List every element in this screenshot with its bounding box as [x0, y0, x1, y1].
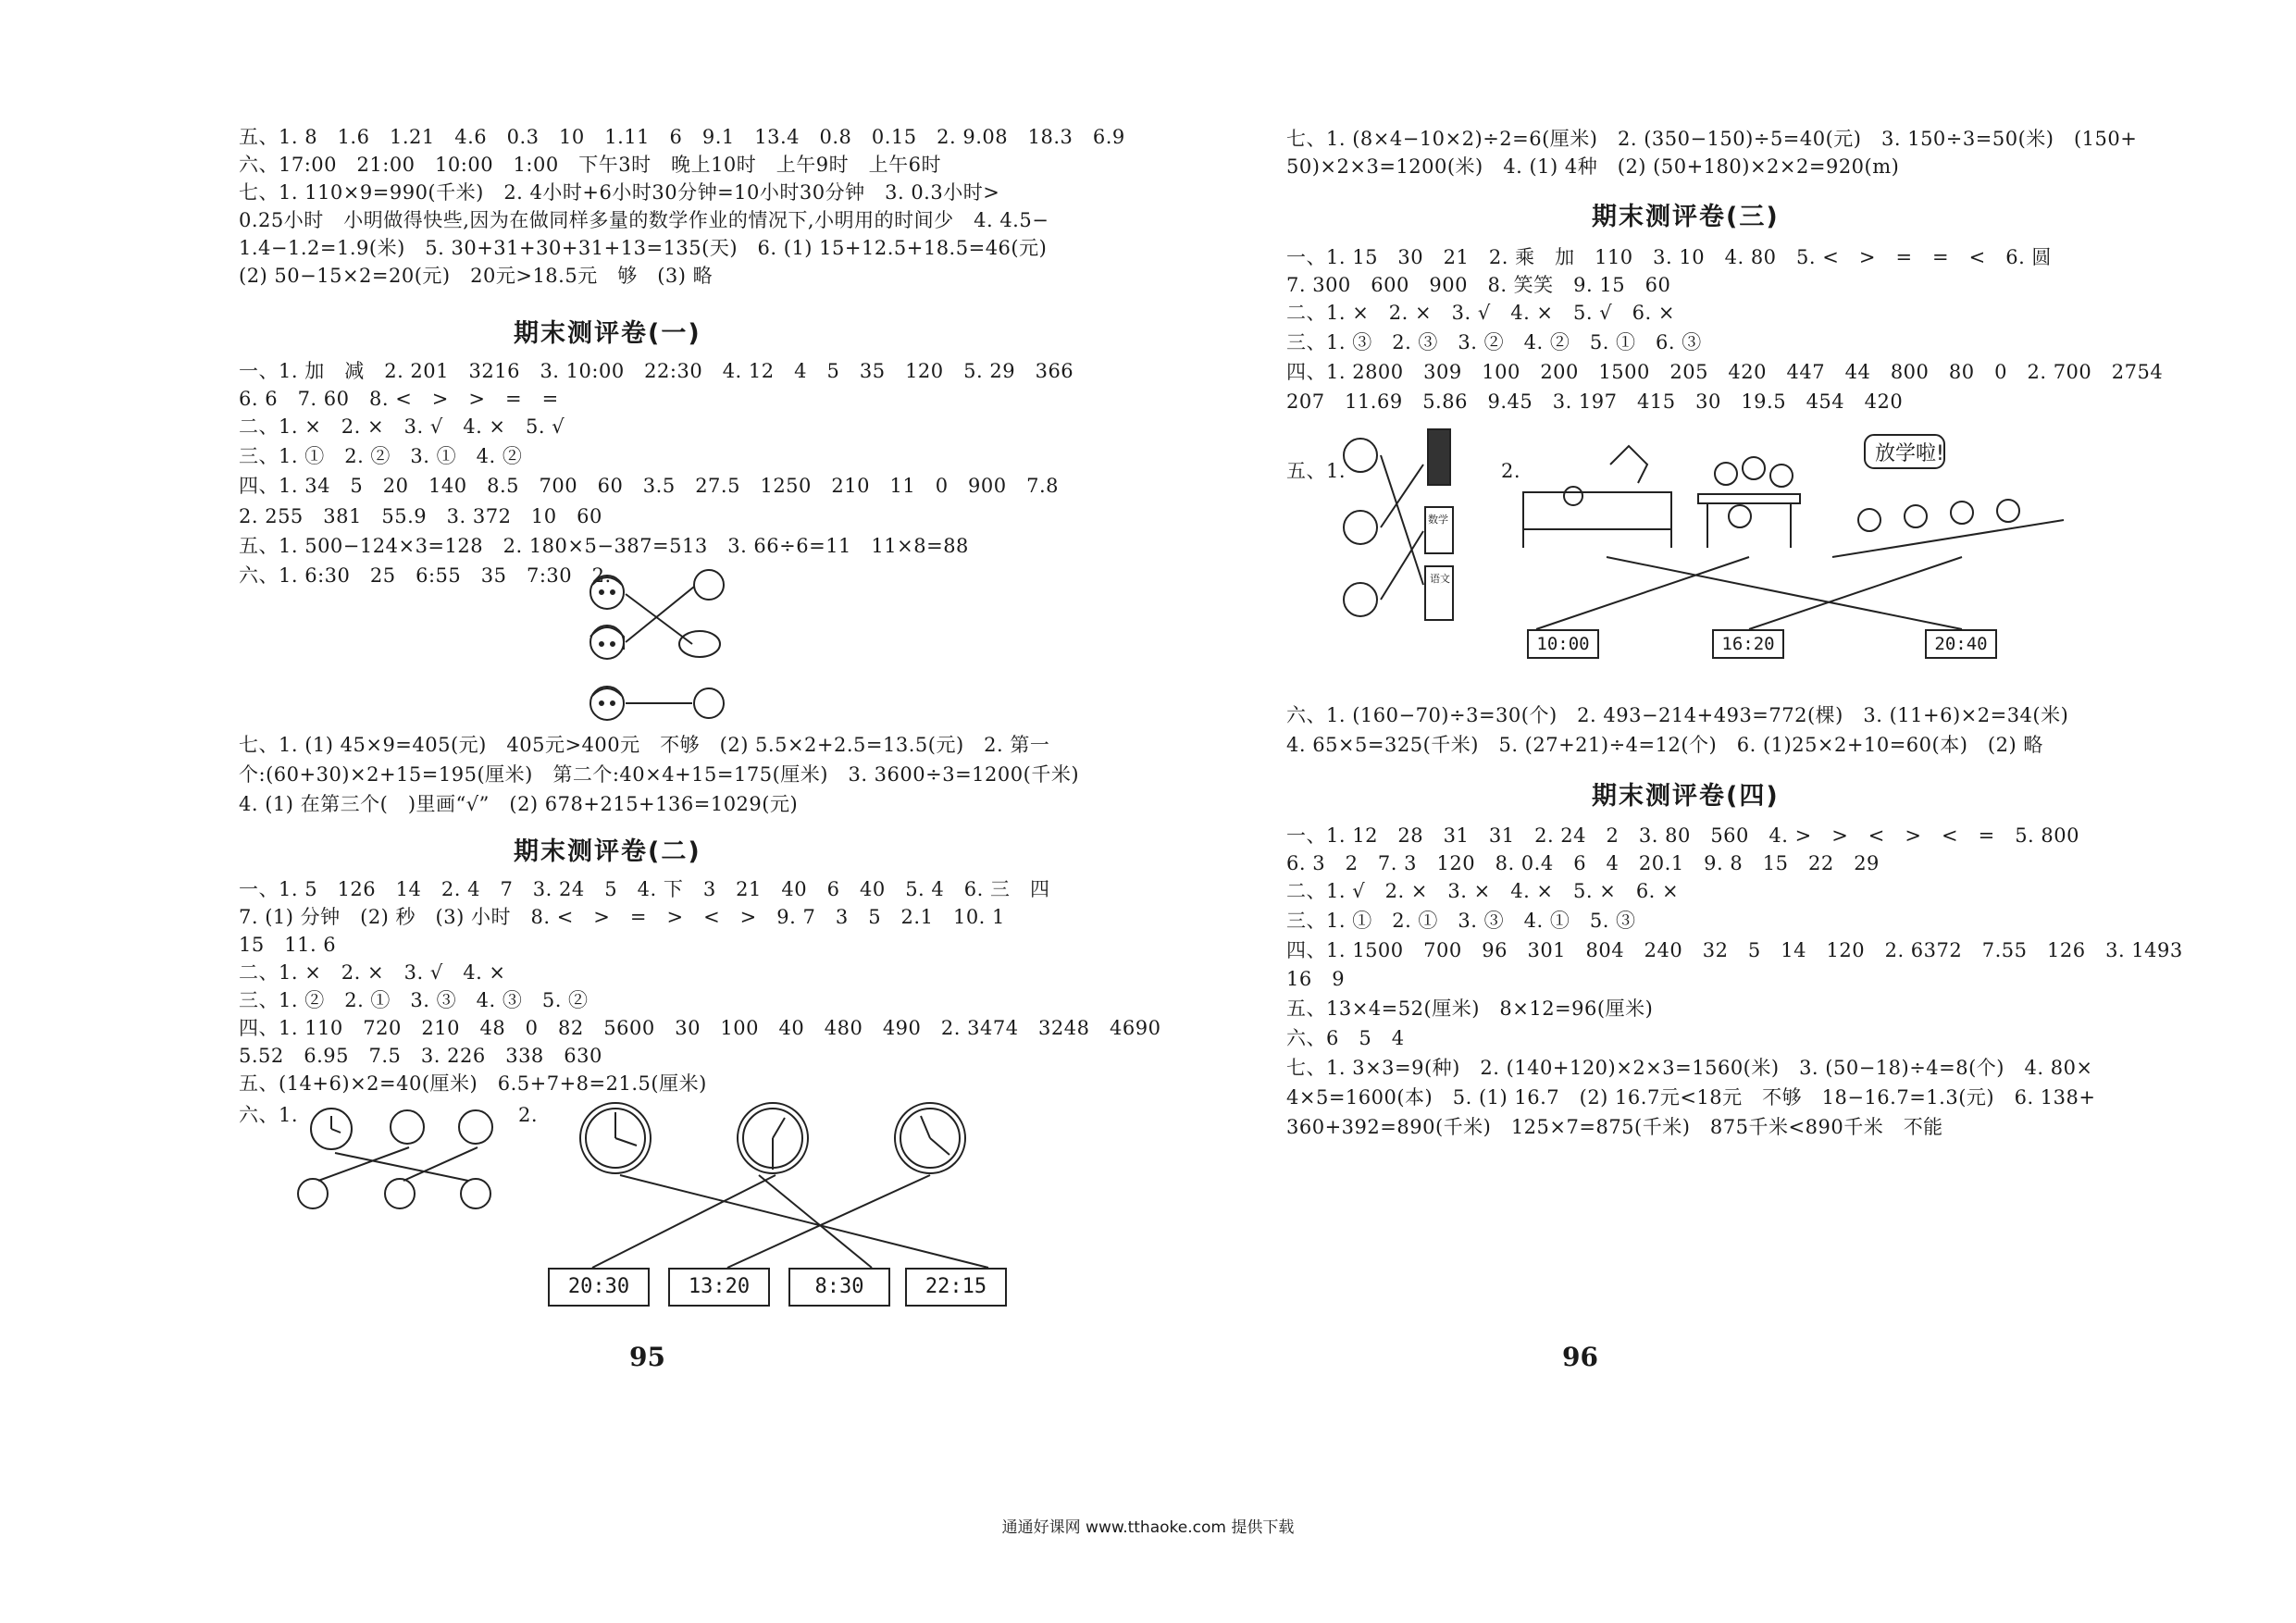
page-number: 95: [629, 1342, 665, 1372]
answer-line: 六、1. 6:30 25 6:55 35 7:30 2.: [239, 564, 612, 587]
time-box: 22:15: [905, 1268, 1007, 1307]
book-label: 语文: [1430, 573, 1450, 585]
answer-line: 四、1. 34 5 20 140 8.5 700 60 3.5 27.5 1250 210 11 0 900 7.8: [239, 475, 1060, 497]
matching-figure-kids: [294, 1101, 535, 1221]
time-box: 20:30: [548, 1268, 650, 1307]
answer-line: 15 11. 6: [239, 934, 337, 956]
answer-line: 二、1. × 2. × 3. √ 4. ×: [239, 961, 506, 984]
time-box: 10:00: [1527, 629, 1599, 659]
book-label: 数学: [1428, 514, 1448, 526]
section-title-3: 期末测评卷(三): [1592, 203, 1780, 231]
answer-line: 4. 65×5=325(千米) 5. (27+21)÷4=12(个) 6. (1)25×2+10=60(本) (2) 略: [1286, 734, 2043, 756]
time-box: 20:40: [1925, 629, 1997, 659]
answer-line: 16 9: [1286, 968, 1346, 990]
answer-line: 二、1. √ 2. × 3. × 4. × 5. × 6. ×: [1286, 880, 1680, 902]
answer-line: 六、6 5 4: [1286, 1027, 1405, 1049]
answer-line: 二、1. × 2. × 3. √ 4. × 5. √ 6. ×: [1286, 302, 1675, 324]
answer-line: 2.: [1501, 460, 1521, 482]
answer-line: 七、1. (1) 45×9=405(元) 405元>400元 不够 (2) 5.5×2+2.5=13.5(元) 2. 第一: [239, 734, 1050, 756]
footer-credit: 通通好课网 www.tthaoke.com 提供下载: [1001, 1518, 1295, 1537]
time-box: 16:20: [1712, 629, 1784, 659]
answer-line: 六、17:00 21:00 10:00 1:00 下午3时 晚上10时 上午9时 上午6时: [239, 154, 942, 176]
answer-line: 四、1. 2800 309 100 200 1500 205 420 447 44 800 80 0 2. 700 2754: [1286, 361, 2164, 383]
answer-line: 2.: [518, 1104, 539, 1126]
answer-line: 5.52 6.95 7.5 3. 226 338 630: [239, 1045, 602, 1067]
answer-line: 五、13×4=52(厘米) 8×12=96(厘米): [1286, 997, 1654, 1020]
answer-line: 七、1. 3×3=9(种) 2. (140+120)×2×3=1560(米) 3. (50−18)÷4=8(个) 4. 80×: [1286, 1057, 2093, 1079]
answer-line: 0.25小时 小明做得快些,因为在做同样多量的数学作业的情况下,小明用的时间少 4. 4.5−: [239, 209, 1049, 231]
answer-line: 7. 300 600 900 8. 笑笑 9. 15 60: [1286, 274, 1671, 296]
section-title-1: 期末测评卷(一): [514, 319, 701, 348]
section-title-2: 期末测评卷(二): [514, 837, 701, 866]
answer-line: 7. (1) 分钟 (2) 秒 (3) 小时 8. < > = > < > 9. 7 3 5 2.1 10. 1: [239, 906, 1005, 928]
answer-line: 2. 255 381 55.9 3. 372 10 60: [239, 505, 602, 527]
answer-line: 一、1. 15 30 21 2. 乘 加 110 3. 10 4. 80 5. < > = = < 6. 圆: [1286, 246, 2052, 268]
answer-line: 4. (1) 在第三个( )里画“√” (2) 678+215+136=1029(元): [239, 793, 799, 815]
answer-line: 五、1. 500−124×3=128 2. 180×5−387=513 3. 66÷6=11 11×8=88: [239, 535, 969, 557]
answer-line: 50)×2×3=1200(米) 4. (1) 4种 (2) (50+180)×2×2=920(m): [1286, 155, 1900, 178]
time-box: 13:20: [668, 1268, 770, 1307]
answer-line: 四、1. 1500 700 96 301 804 240 32 5 14 120 2. 6372 7.55 126 3. 1493: [1286, 939, 2183, 961]
answer-line: 360+392=890(千米) 125×7=875(千米) 875千米<890千米 不能: [1286, 1116, 1943, 1138]
answer-line: 四、1. 110 720 210 48 0 82 5600 30 100 40 480 490 2. 3474 3248 4690: [239, 1017, 1161, 1039]
answer-line: 一、1. 加 减 2. 201 3216 3. 10:00 22:30 4. 12 4 5 35 120 5. 29 366: [239, 360, 1074, 382]
answer-line: 207 11.69 5.86 9.45 3. 197 415 30 19.5 454 420: [1286, 390, 1904, 413]
kids-books-figure: [1340, 427, 1460, 626]
answer-line: 6. 3 2 7. 3 120 8. 0.4 6 4 20.1 9. 8 15 22 29: [1286, 852, 1880, 874]
answer-line: 三、1. ① 2. ② 3. ① 4. ②: [239, 445, 523, 467]
answer-line: 6. 6 7. 60 8. < > > = =: [239, 388, 559, 410]
answer-line: 三、1. ③ 2. ③ 3. ② 4. ② 5. ① 6. ③: [1286, 331, 1702, 353]
answer-line: 一、1. 5 126 14 2. 4 7 3. 24 5 4. 下 3 21 40 6 40 5. 4 6. 三 四: [239, 878, 1050, 900]
right-page: [1148, 0, 2296, 1623]
answer-line: 六、1. (160−70)÷3=30(个) 2. 493−214+493=772(棵) 3. (11+6)×2=34(米): [1286, 704, 2069, 726]
answer-line: 三、1. ② 2. ① 3. ③ 4. ③ 5. ②: [239, 989, 589, 1011]
section-title-4: 期末测评卷(四): [1592, 782, 1780, 811]
answer-line: 1.4−1.2=1.9(米) 5. 30+31+30+31+13=135(天) 6. (1) 15+12.5+18.5=46(元): [239, 237, 1048, 259]
answer-line: 二、1. × 2. × 3. √ 4. × 5. √: [239, 415, 565, 438]
page-number: 96: [1562, 1342, 1598, 1372]
answer-line: 五、(14+6)×2=40(厘米) 6.5+7+8=21.5(厘米): [239, 1072, 707, 1095]
answer-line: 七、1. (8×4−10×2)÷2=6(厘米) 2. (350−150)÷5=40(元) 3. 150÷3=50(米) (150+: [1286, 128, 2138, 150]
answer-line: 三、1. ① 2. ① 3. ③ 4. ① 5. ③: [1286, 910, 1636, 932]
answer-line: 4×5=1600(本) 5. (1) 16.7 (2) 16.7元<18元 不够 18−16.7=1.3(元) 6. 138+: [1286, 1086, 2096, 1109]
answer-line: 五、1.: [1286, 460, 1347, 482]
answer-line: 个:(60+30)×2+15=195(厘米) 第二个:40×4+15=175(厘米) 3. 3600÷3=1200(千米): [239, 763, 1080, 786]
scene-sign: 放学啦!: [1875, 442, 1944, 465]
matching-figure-faces: [581, 566, 738, 724]
answer-line: (2) 50−15×2=20(元) 20元>18.5元 够 (3) 略: [239, 265, 714, 287]
answer-line: 一、1. 12 28 31 31 2. 24 2 3. 80 560 4. > > < > < = 5. 800: [1286, 824, 2079, 847]
answer-line: 六、1.: [239, 1104, 299, 1126]
answer-line: 七、1. 110×9=990(千米) 2. 4小时+6小时30分钟=10小时30分钟 3. 0.3小时>: [239, 181, 1000, 204]
time-box: 8:30: [788, 1268, 890, 1307]
answer-line: 五、1. 8 1.6 1.21 4.6 0.3 10 1.11 6 9.1 13.4 0.8 0.15 2. 9.08 18.3 6.9: [239, 126, 1125, 148]
scenes-figure: [1518, 427, 2073, 576]
